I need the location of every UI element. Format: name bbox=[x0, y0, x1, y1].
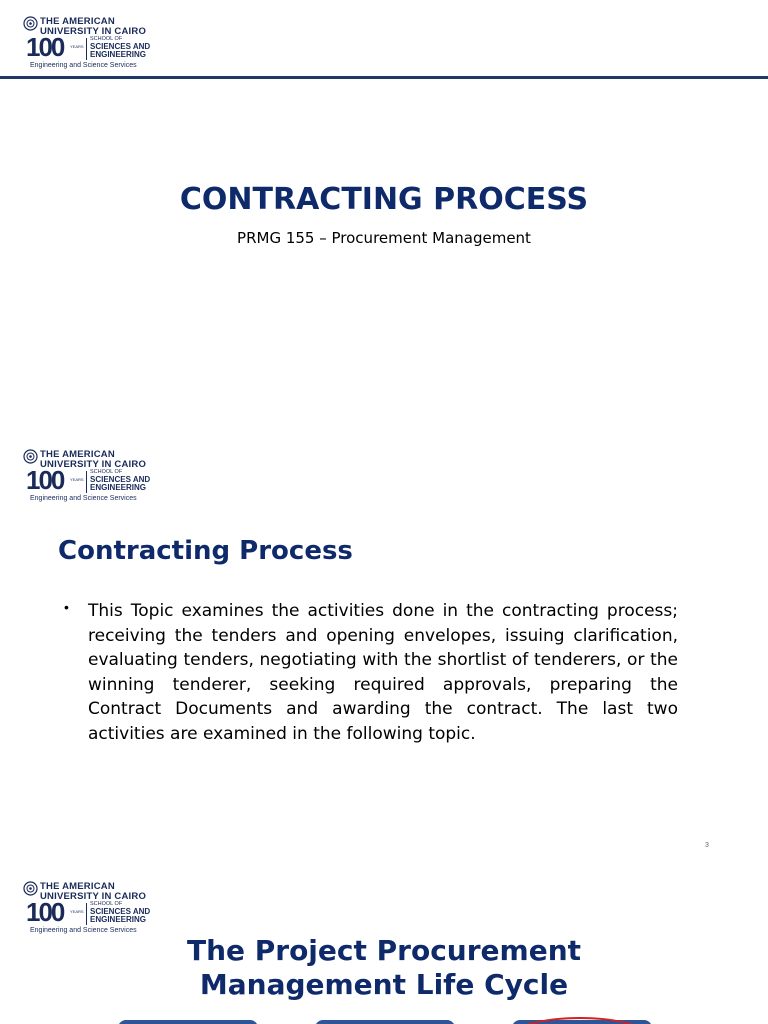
logo-line-2: UNIVERSITY IN CAIRO bbox=[40, 26, 147, 37]
university-seal-icon bbox=[23, 16, 38, 31]
logo-line-1: THE AMERICAN bbox=[40, 449, 115, 460]
logo-years: YEARS bbox=[70, 477, 84, 482]
slide-heading bbox=[0, 934, 768, 1002]
bullet-symbol: • bbox=[64, 599, 69, 615]
bullet-text: This Topic examines the activities done in the contracting process; receiving the tenders and opening envelopes, issuing clarification, evaluating tenders, negotiating with the shortlist of tenderers, or the winning tenderer, seeking required approvals, preparing the Contract Documents and awarding the contract. The last two activities are examined in the following topic. bbox=[88, 601, 678, 744]
auc-logo bbox=[23, 449, 168, 507]
logo-divider bbox=[86, 903, 87, 925]
logo-100: 100 bbox=[26, 897, 64, 927]
bullet-item bbox=[64, 599, 678, 746]
logo-tagline: Engineering and Science Services bbox=[30, 495, 137, 502]
logo-line-2: UNIVERSITY IN CAIRO bbox=[40, 891, 147, 902]
university-seal-icon bbox=[23, 449, 38, 464]
logo-sciences: SCIENCES AND bbox=[90, 42, 151, 51]
header-rule bbox=[0, 76, 768, 79]
logo-school-of: SCHOOL OF bbox=[90, 36, 123, 42]
logo-100: 100 bbox=[26, 465, 64, 495]
logo-years: YEARS bbox=[70, 909, 84, 914]
logo-line-1: THE AMERICAN bbox=[40, 16, 115, 27]
logo-school-of: SCHOOL OF bbox=[90, 469, 123, 475]
page-number: 3 bbox=[705, 842, 709, 849]
slide-title bbox=[0, 0, 768, 415]
logo-line-2: UNIVERSITY IN CAIRO bbox=[40, 459, 147, 470]
heading-line-2: Management Life Cycle bbox=[199, 968, 569, 1001]
university-seal-icon bbox=[23, 881, 38, 896]
logo-sciences: SCIENCES AND bbox=[90, 907, 151, 916]
slide-subtitle: PRMG 155 – Procurement Management bbox=[237, 229, 531, 247]
heading-line-1: The Project Procurement bbox=[186, 934, 582, 967]
slide-title-heading: CONTRACTING PROCESS bbox=[179, 182, 589, 217]
logo-school-of: SCHOOL OF bbox=[90, 901, 123, 907]
logo-100: 100 bbox=[26, 32, 64, 62]
logo-engineering: ENGINEERING bbox=[90, 915, 147, 924]
logo-engineering: ENGINEERING bbox=[90, 483, 147, 492]
lifecycle-stage-box bbox=[118, 1020, 258, 1024]
auc-logo bbox=[23, 16, 168, 74]
slide-life-cycle bbox=[0, 868, 768, 1024]
logo-line-1: THE AMERICAN bbox=[40, 881, 115, 892]
lifecycle-stage-box bbox=[315, 1020, 455, 1024]
logo-divider bbox=[86, 471, 87, 493]
logo-tagline: Engineering and Science Services bbox=[30, 62, 137, 69]
logo-tagline: Engineering and Science Services bbox=[30, 927, 137, 934]
slide-contracting-process bbox=[0, 418, 768, 858]
logo-sciences: SCIENCES AND bbox=[90, 475, 151, 484]
slide-heading: Contracting Process bbox=[58, 536, 353, 566]
logo-years: YEARS bbox=[70, 44, 84, 49]
logo-divider bbox=[86, 38, 87, 60]
auc-logo bbox=[23, 881, 168, 939]
logo-engineering: ENGINEERING bbox=[90, 50, 147, 59]
